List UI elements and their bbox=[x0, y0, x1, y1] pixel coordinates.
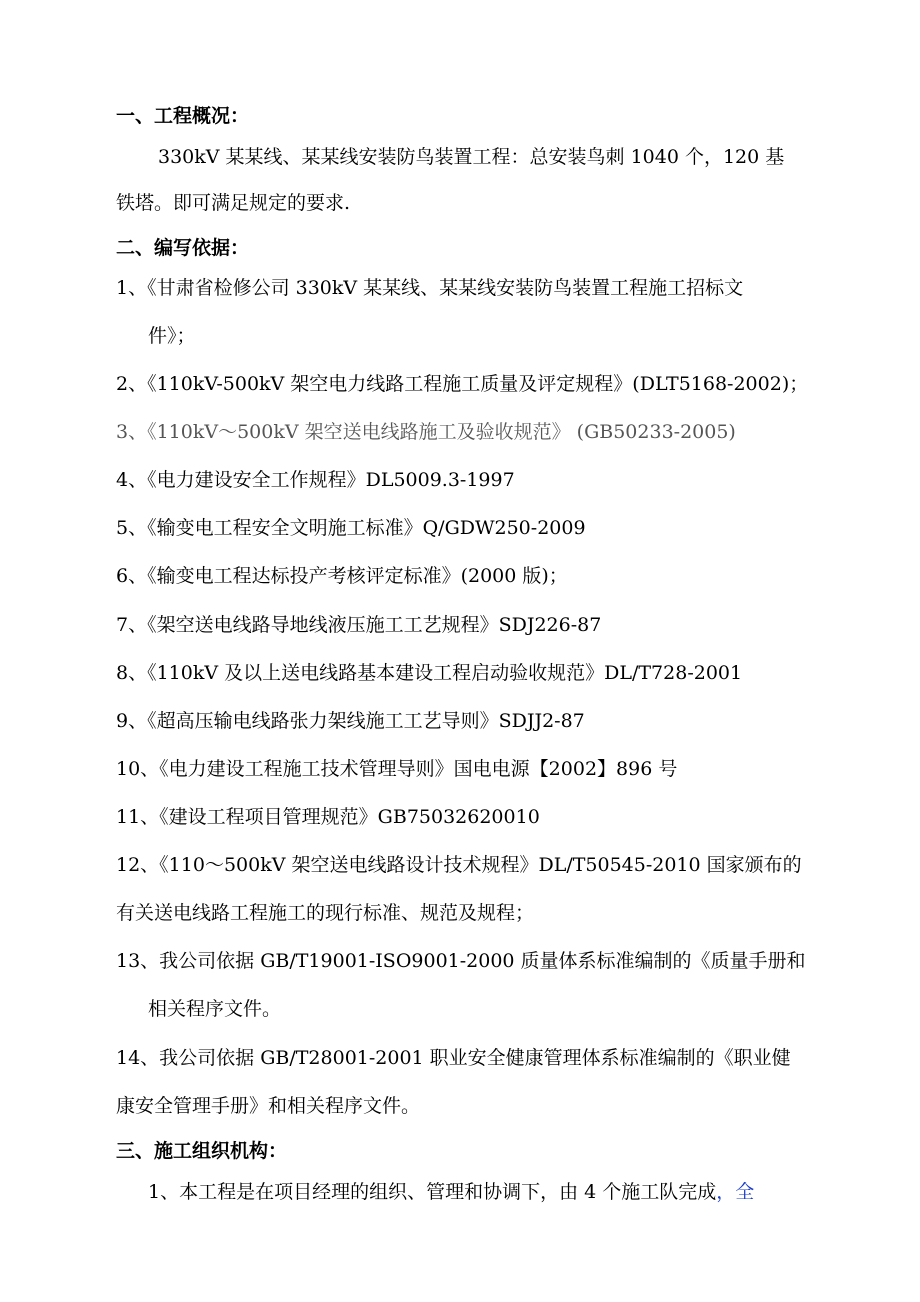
overview-text-line-1: 330kV 某某线、某某线安装防鸟装置工程：总安装鸟刺 1040 个，120 基 bbox=[158, 146, 785, 168]
basis-item-5: 5、《输变电工程安全文明施工标准》Q/GDW250-2009 bbox=[116, 517, 586, 539]
basis-item-14-line-2: 康安全管理手册》和相关程序文件。 bbox=[116, 1095, 421, 1117]
basis-item-8: 8、《110kV 及以上送电线路基本建设工程启动验收规范》DL/T728-2001 bbox=[116, 662, 743, 684]
section-heading-organization: 三、施工组织机构： bbox=[116, 1140, 288, 1162]
basis-item-13-line-2: 相关程序文件。 bbox=[148, 998, 282, 1020]
basis-item-7: 7、《架空送电线路导地线液压施工工艺规程》SDJ226-87 bbox=[116, 614, 602, 636]
basis-item-3: 3、《110kV～500kV 架空送电线路施工及验收规范》 (GB50233-2005) bbox=[116, 421, 736, 443]
basis-item-9: 9、《超高压输电线路张力架线施工工艺导则》SDJJ2-87 bbox=[116, 710, 585, 732]
basis-item-6: 6、《输变电工程达标投产考核评定标准》(2000 版)； bbox=[116, 565, 568, 587]
organization-text-line-1 bbox=[148, 1180, 754, 1204]
basis-item-14-line-1: 14、我公司依据 GB/T28001-2001 职业安全健康管理体系标准编制的《职业健 bbox=[116, 1047, 791, 1069]
overview-text-line-2: 铁塔。即可满足规定的要求. bbox=[116, 192, 351, 214]
basis-item-1-line-2: 件》； bbox=[148, 325, 196, 347]
basis-item-13-line-1: 13、我公司依据 GB/T19001-ISO9001-2000 质量体系标准编制的《质量手册和 bbox=[116, 950, 806, 972]
organization-text: 1、本工程是在项目经理的组织、管理和协调下，由 4 个施工队完成 bbox=[148, 1181, 717, 1203]
basis-item-10: 10、《电力建设工程施工技术管理导则》国电电源【2002】896 号 bbox=[116, 758, 678, 780]
basis-item-1-line-1: 1、《甘肃省检修公司 330kV 某某线、某某线安装防鸟装置工程施工招标文 bbox=[116, 277, 744, 299]
section-heading-basis: 二、编写依据： bbox=[116, 237, 250, 259]
section-heading-overview: 一、工程概况： bbox=[116, 105, 250, 127]
basis-item-4: 4、《电力建设安全工作规程》DL5009.3-1997 bbox=[116, 469, 515, 491]
basis-item-11: 11、《建设工程项目管理规范》GB75032620010 bbox=[116, 806, 540, 828]
basis-item-12-line-1: 12、《110～500kV 架空送电线路设计技术规程》DL/T50545-2010 国家颁布的 bbox=[116, 854, 802, 876]
organization-text-tail: ，全 bbox=[716, 1181, 755, 1203]
basis-item-12-line-2: 有关送电线路工程施工的现行标准、规范及规程； bbox=[116, 902, 535, 924]
basis-item-2: 2、《110kV-500kV 架空电力线路工程施工质量及评定规程》(DLT5168-2002)； bbox=[116, 373, 809, 395]
